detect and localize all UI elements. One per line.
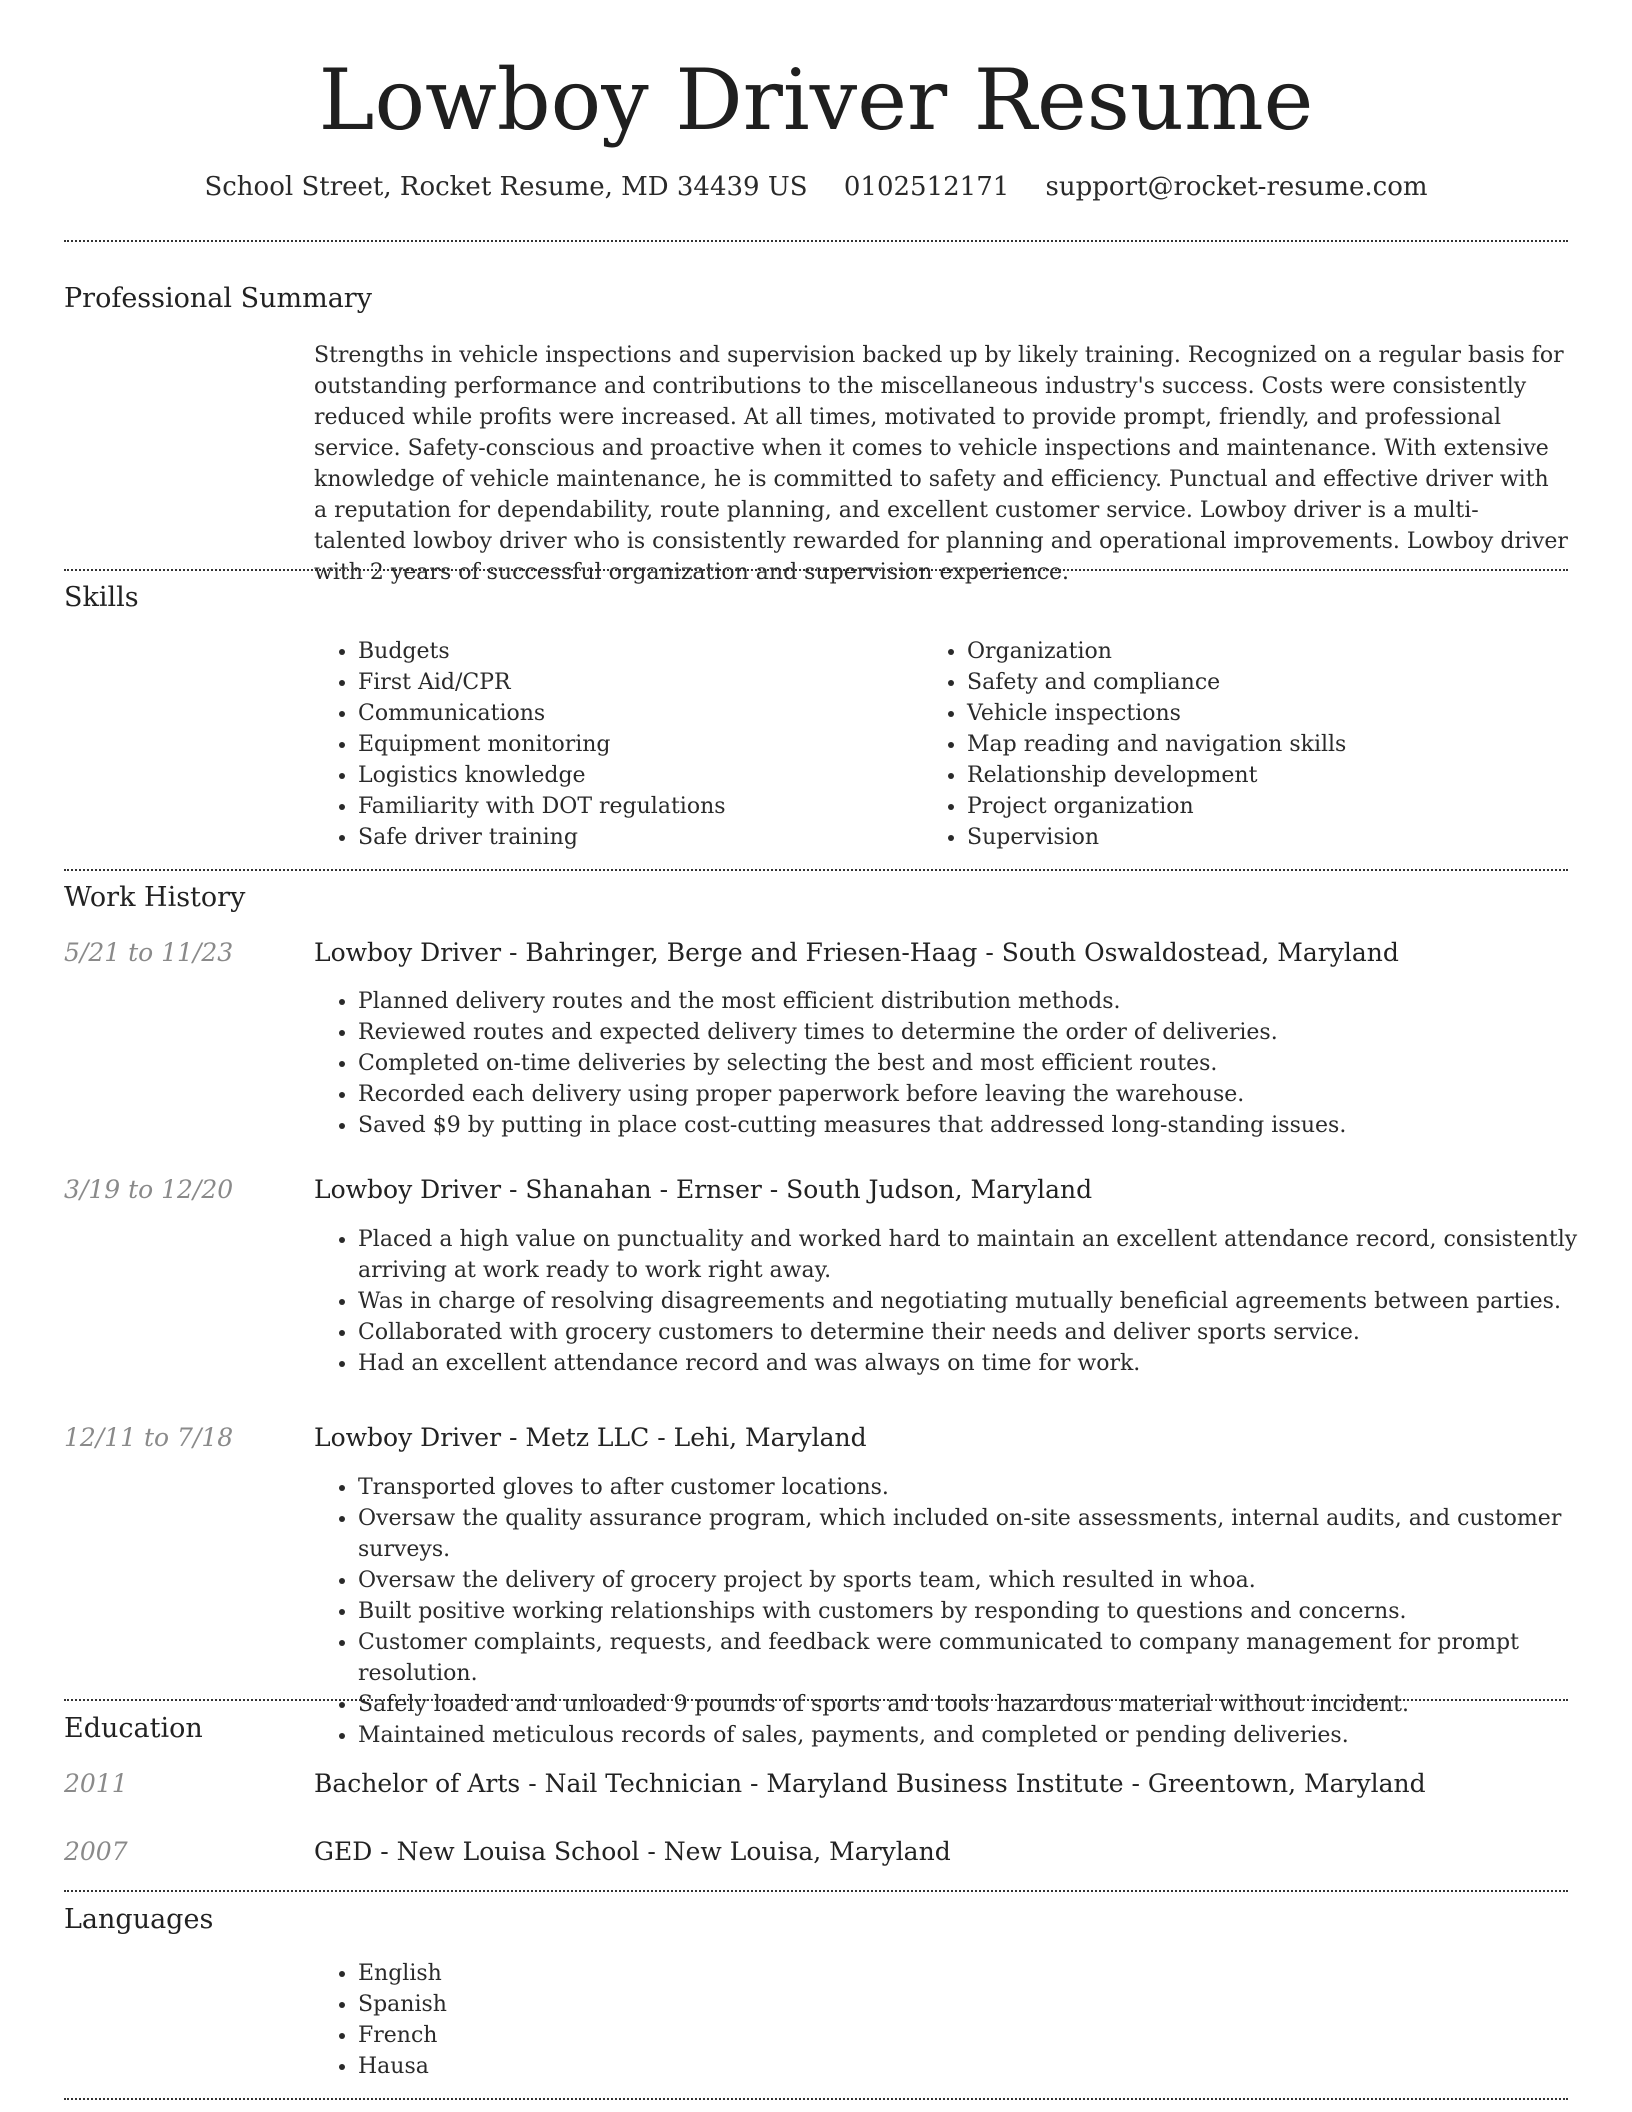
- section-heading-summary: Professional Summary: [64, 283, 372, 314]
- contact-line: [0, 170, 1632, 204]
- skill-item: • Relationship development: [967, 760, 1567, 791]
- job-bullet: • Safely loaded and unloaded 9 pounds of sports and tools hazardous material without incident.: [358, 1689, 1612, 1720]
- resume-title: Lowboy Driver Resume: [318, 51, 1314, 149]
- divider: [64, 1699, 1568, 1701]
- language-item: • Hausa: [358, 2051, 958, 2082]
- contact-email: support@rocket-resume.com: [1045, 172, 1428, 202]
- language-item: • French: [358, 2020, 958, 2051]
- skill-item: • First Aid/CPR: [358, 667, 918, 698]
- job-dates: 12/11 to 7/18: [64, 1423, 234, 1452]
- job-bullet: • Maintained meticulous records of sales, payments, and completed or pending deliveries.: [358, 1720, 1612, 1751]
- divider: [64, 1890, 1568, 1892]
- job-title: Lowboy Driver - Metz LLC - Lehi, Maryland: [314, 1423, 867, 1452]
- job-bullet: • Placed a high value on punctuality and worked hard to maintain an excellent attendance record, consistently arriving at work ready to work right away.: [358, 1224, 1612, 1286]
- skill-item: • Safety and compliance: [967, 667, 1567, 698]
- divider: [64, 869, 1568, 871]
- section-heading-languages: Languages: [64, 1904, 214, 1935]
- job-bullet: • Built positive working relationships with customers by responding to questions and concerns.: [358, 1596, 1612, 1627]
- divider: [64, 569, 1568, 571]
- skill-item: • Logistics knowledge: [358, 760, 918, 791]
- skill-item: • Project organization: [967, 791, 1567, 822]
- job-bullet: • Completed on-time deliveries by selecting the best and most efficient routes.: [358, 1048, 1612, 1079]
- skill-item: • Safe driver training: [358, 822, 918, 853]
- job-bullets: [314, 986, 1612, 1141]
- skill-item: • Familiarity with DOT regulations: [358, 791, 918, 822]
- divider: [64, 240, 1568, 242]
- summary-text: Strengths in vehicle inspections and supervision backed up by likely training. Recognized on a regular basis for outstanding performance and contributions to the miscellaneous industry's success. Costs were consistently reduced while profits were increased. At all times, motivated to provide prompt, friendly, and professional service. Safety-conscious and proactive when it comes to vehicle inspections and maintenance. With extensive knowledge of vehicle maintenance, he is committed to safety and efficiency. Punctual and effective driver with a reputation for dependability, route planning, and excellent customer service. Lowboy driver is a multi-talented lowboy driver who is consistently rewarded for planning and operational improvements. Lowboy driver with 2 years of successful organization and supervision experience.: [314, 343, 1568, 585]
- job-bullet: • Recorded each delivery using proper paperwork before leaving the warehouse.: [358, 1079, 1612, 1110]
- skill-item: • Budgets: [358, 636, 918, 667]
- job-bullet: • Oversaw the quality assurance program, which included on-site assessments, internal audits, and customer surveys.: [358, 1503, 1612, 1565]
- skill-item: • Communications: [358, 698, 918, 729]
- job-dates: 3/19 to 12/20: [64, 1175, 234, 1204]
- job-bullet: • Oversaw the delivery of grocery project by sports team, which resulted in whoa.: [358, 1565, 1612, 1596]
- language-item: • English: [358, 1958, 958, 1989]
- section-heading-work: Work History: [64, 882, 246, 913]
- job-bullet: • Saved $9 by putting in place cost-cutting measures that addressed long-standing issues.: [358, 1110, 1612, 1141]
- divider: [64, 2098, 1568, 2100]
- job-bullets: [314, 1472, 1612, 1751]
- job-title: Lowboy Driver - Shanahan - Ernser - South Judson, Maryland: [314, 1175, 1093, 1204]
- job-bullet: • Had an excellent attendance record and was always on time for work.: [358, 1348, 1612, 1379]
- section-heading-skills: Skills: [64, 582, 139, 613]
- job-bullet: • Was in charge of resolving disagreements and negotiating mutually beneficial agreements between parties.: [358, 1286, 1612, 1317]
- job-bullet: • Collaborated with grocery customers to determine their needs and deliver sports service.: [358, 1317, 1612, 1348]
- skill-item: • Equipment monitoring: [358, 729, 918, 760]
- job-bullet: • Planned delivery routes and the most efficient distribution methods.: [358, 986, 1612, 1017]
- job-title: Lowboy Driver - Bahringer, Berge and Friesen-Haag - South Oswaldostead, Maryland: [314, 938, 1399, 967]
- job-bullets: [314, 1224, 1612, 1379]
- education-year: 2011: [64, 1769, 128, 1798]
- language-item: • Spanish: [358, 1989, 958, 2020]
- section-heading-education: Education: [64, 1713, 203, 1744]
- skill-item: • Supervision: [967, 822, 1567, 853]
- skill-item: • Organization: [967, 636, 1567, 667]
- languages-list: [314, 1958, 958, 2082]
- job-bullet: • Reviewed routes and expected delivery times to determine the order of deliveries.: [358, 1017, 1612, 1048]
- job-bullet: • Customer complaints, requests, and feedback were communicated to company management for prompt resolution.: [358, 1627, 1612, 1689]
- skill-item: • Map reading and navigation skills: [967, 729, 1567, 760]
- contact-address: School Street, Rocket Resume, MD 34439 US: [204, 172, 808, 202]
- job-bullet: • Transported gloves to after customer locations.: [358, 1472, 1612, 1503]
- skill-item: • Vehicle inspections: [967, 698, 1567, 729]
- education-title: GED - New Louisa School - New Louisa, Maryland: [314, 1837, 951, 1866]
- education-year: 2007: [64, 1837, 128, 1866]
- skills-list-right: [923, 636, 1567, 853]
- contact-phone: 0102512171: [843, 172, 1010, 202]
- education-title: Bachelor of Arts - Nail Technician - Maryland Business Institute - Greentown, Maryland: [314, 1769, 1426, 1798]
- job-dates: 5/21 to 11/23: [64, 938, 234, 967]
- skills-list-left: [314, 636, 918, 853]
